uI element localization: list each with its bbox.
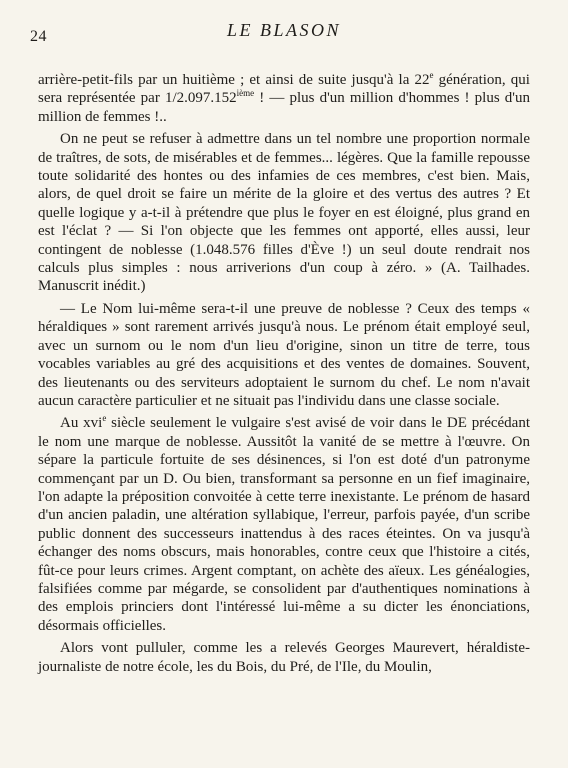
running-title: LE BLASON: [226, 20, 341, 40]
paragraph-text: siècle seulement le vulgaire s'est avisé de voir dans le DE précédant le nom une marque de noblesse. Aussitôt la vanité de se mettre à l'œuvre. On sépare la particule fortuite de ses désinences, si l'on est doté d'un patronyme commençant par un D. Ou bien, transformant sa personne en un fief imaginaire, l'on adapte la préposition convoitée à cette terre inexistante. Le prénom de hasard d'un ancien paladin, une altération syllabique, l'erreur, parfois payée, d'un scribe public donnent des successeurs inattendus à des races éteintes. On va jusqu'à échanger des noms obscurs, mais honorables, contre ceux que l'histoire a cités, fût-ce pour leurs crimes. Argent comptant, on achète des aïeux. Les généalogies, falsifiées comme par mégarde, se consolident par d'authentiques nominations à des emplois princiers dont l'intéressé lui-même a su dicter les énonciations, désormais officielles.: [38, 415, 531, 634]
paragraph-text: — Le Nom lui-même sera-t-il une preuve de noblesse ? Ceux des temps « héraldiques » sont rarement arrivés jusqu'à nous. Le prénom était employé seul, avec un surnom ou le nom d'un lieu d'origine, sinon un titre de terre, tous vocables variables au gré des acquisitions et des ventes de domaines. Souvent, des lieutenants ou des serviteurs adoptaient le surnom du chef. Le nom n'avait aucun caractère particulier et ne situait pas l'individu dans une classe sociale.: [38, 300, 530, 409]
paragraph: [38, 414, 530, 635]
paragraph: [38, 130, 530, 296]
paragraph-text: génération, qui sera représentée par 1/2.097.152: [38, 72, 530, 107]
paragraph: [38, 71, 530, 126]
paragraph: [38, 639, 530, 676]
paragraph-text: arrière-petit-fils par un huitième ; et ainsi de suite jusqu'à la 22: [38, 72, 430, 88]
paragraph-text: Alors vont pulluler, comme les a relevés Georges Maurevert, héraldiste-journaliste de notre école, les du Bois, du Pré, de l'Ile, du Moulin,: [38, 640, 530, 675]
paragraph: [38, 300, 530, 410]
superscript-text: e: [429, 70, 434, 80]
paragraph-text: Au xvi: [60, 415, 103, 432]
body-text: [38, 71, 530, 676]
superscript-text: e: [102, 413, 107, 424]
superscript-text: ième: [236, 88, 255, 99]
page-number: 24: [30, 28, 47, 45]
paragraph-text: On ne peut se refuser à admettre dans un tel nombre une proportion normale de traîtres, de sots, de misérables et de femmes... légères. Que la famille repousse toute solidarité des hontes ou des infamies de ces membres, c'est bien. Mais, alors, de quel droit se faire un mérite de la gloire et des vertus des autres ? Et quelle logique y a-t-il à prétendre que plus le foyer en est éloigné, plus grand en est l'éclat ? — Si l'on objecte que les femmes ont apporté, elles aussi, leur contingent de noblesse (1.048.576 filles d'Ève !) un seul doute rendrait nos calculs plus simples : nous arriverions d'un coup à zéro. » (A. Tailhades. Manuscrit inédit.): [38, 131, 530, 295]
paragraph-text: ! — plus d'un million d'hommes ! plus d'un million de femmes !..: [38, 90, 530, 125]
